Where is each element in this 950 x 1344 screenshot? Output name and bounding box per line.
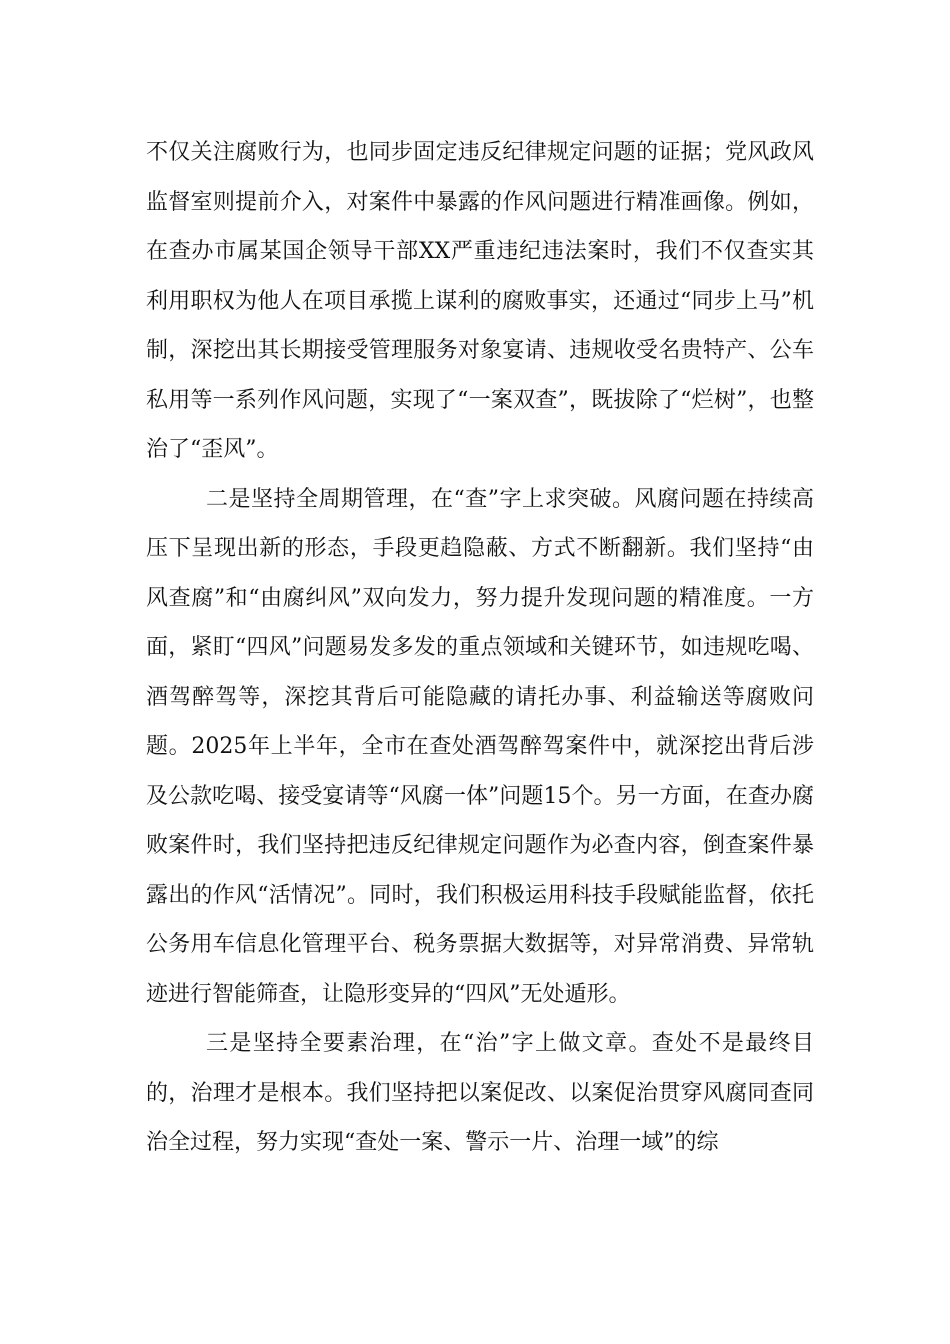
- paragraph-continuation: 不仅关注腐败行为，也同步固定违反纪律规定问题的证据；党风政风监督室则提前介入，对案件中暴露的作风问题进行精准画像。例如，在查办市属某国企领导干部XX严重违纪违法案时，我们不仅查实其利用职权为他人在项目承揽上谋利的腐败事实，还通过“同步上马”机制，深挖出其长期接受管理服务对象宴请、违规收受名贵特产、公车私用等一系列作风问题，实现了“一案双查”，既拔除了“烂树”，也整治了“歪风”。: [146, 140, 814, 462]
- document-body: [146, 128, 814, 1168]
- paragraph-full-cycle-management: 二是坚持全周期管理，在“查”字上求突破。风腐问题在持续高压下呈现出新的形态，手段更趋隐蔽、方式不断翻新。我们坚持“由风查腐”和“由腐纠风”双向发力，努力提升发现问题的精准度。一方面，紧盯“四风”问题易发多发的重点领域和关键环节，如违规吃喝、酒驾醉驾等，深挖其背后可能隐藏的请托办事、利益输送等腐败问题。2025年上半年，全市在查处酒驾醉驾案件中，就深挖出背后涉及公款吃喝、接受宴请等“风腐一体”问题15个。另一方面，在查办腐败案件时，我们坚持把违反纪律规定问题作为必查内容，倒查案件暴露出的作风“活情况”。同时，我们积极运用科技手段赋能监督，依托公务用车信息化管理平台、税务票据大数据等，对异常消费、异常轨迹进行智能筛查，让隐形变异的“四风”无处遁形。: [146, 486, 814, 1007]
- paragraph-full-element-governance: 三是坚持全要素治理，在“治”字上做文章。查处不是最终目的，治理才是根本。我们坚持把以案促改、以案促治贯穿风腐同查同治全过程，努力实现“查处一案、警示一片、治理一域”的综: [146, 1031, 814, 1155]
